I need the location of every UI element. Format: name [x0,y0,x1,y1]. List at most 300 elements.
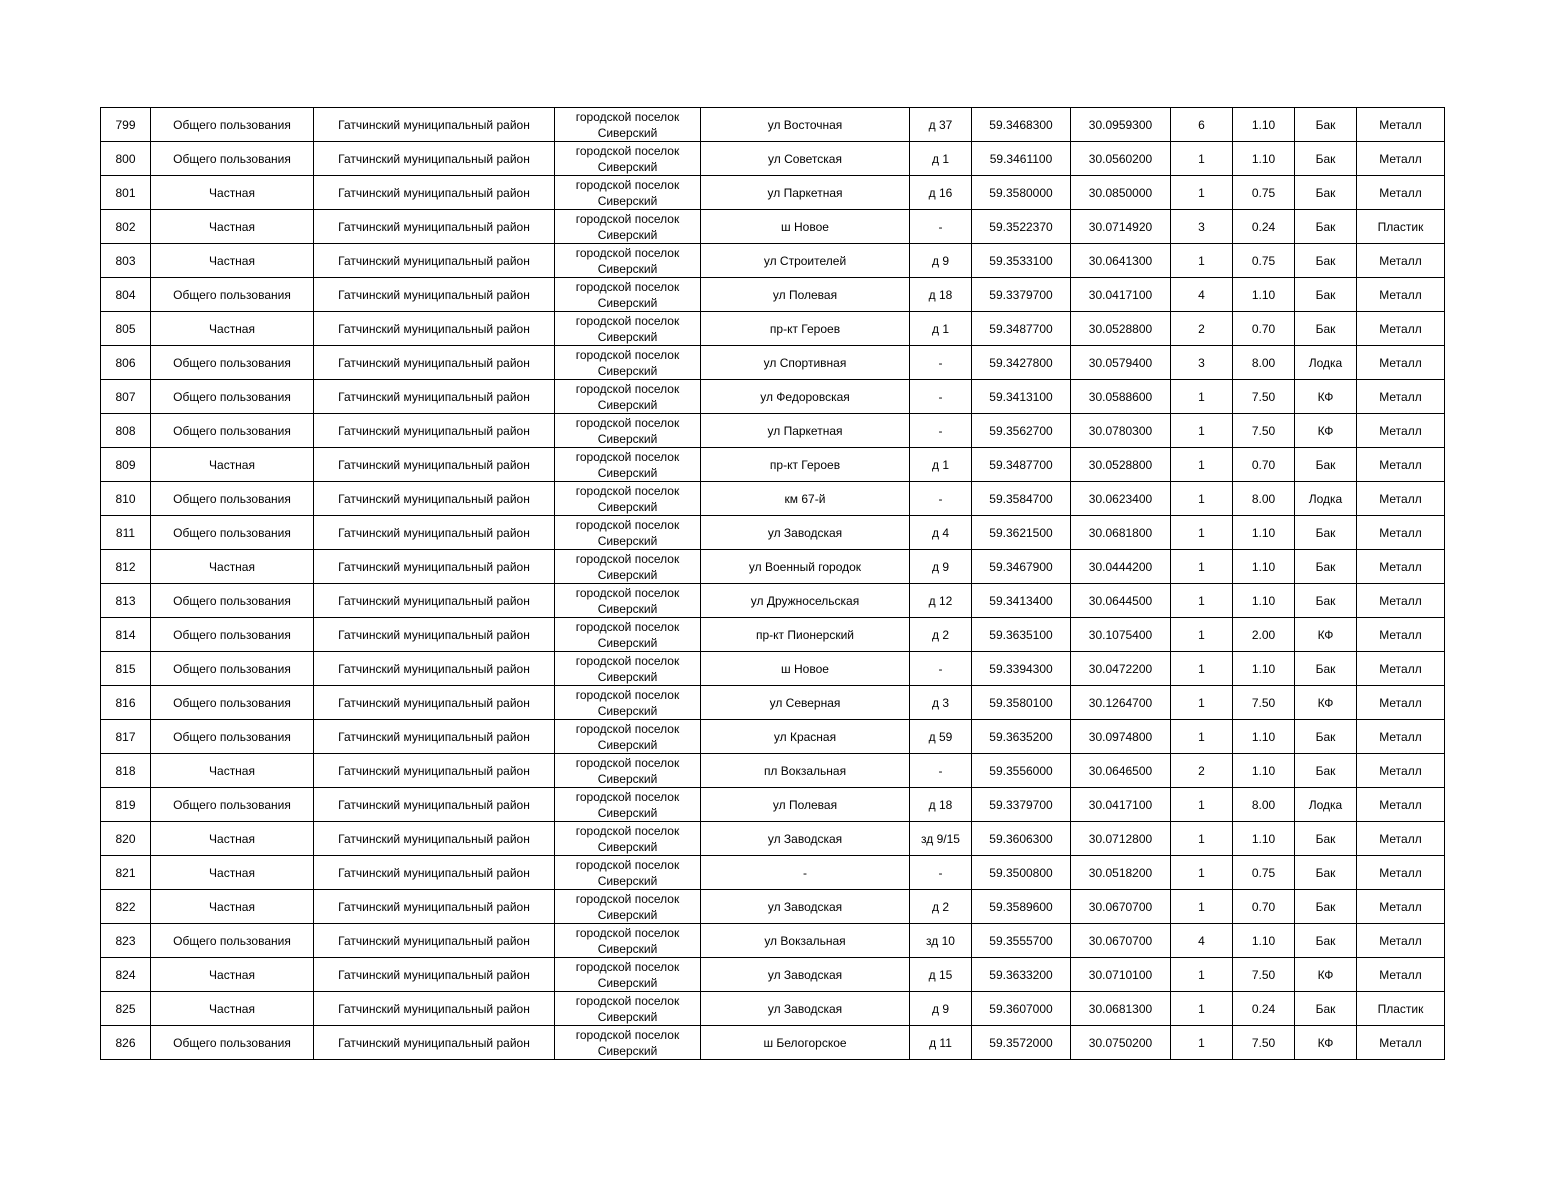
house-cell: д 18 [910,788,972,822]
house-cell: д 37 [910,108,972,142]
district-cell: Гатчинский муниципальный район [314,346,555,380]
ownership-cell: Общего пользования [151,1026,314,1060]
house-cell: - [910,482,972,516]
container-count-cell: 1 [1171,1026,1233,1060]
table-row [101,720,1445,754]
street-cell: км 67-й [701,482,910,516]
latitude-cell: 59.3379700 [972,788,1071,822]
row-number-cell: 808 [101,414,151,448]
row-number-cell: 818 [101,754,151,788]
street-cell: ул Строителей [701,244,910,278]
settlement-cell: городской поселок Сиверский [555,142,701,176]
container-count-cell: 1 [1171,890,1233,924]
district-cell: Гатчинский муниципальный район [314,754,555,788]
settlement-cell: городской поселок Сиверский [555,346,701,380]
row-number-cell: 823 [101,924,151,958]
row-number-cell: 811 [101,516,151,550]
latitude-cell: 59.3580000 [972,176,1071,210]
longitude-cell: 30.0560200 [1071,142,1171,176]
district-cell: Гатчинский муниципальный район [314,550,555,584]
container-type-cell: Лодка [1295,482,1357,516]
container-count-cell: 3 [1171,346,1233,380]
house-cell: д 1 [910,142,972,176]
longitude-cell: 30.0444200 [1071,550,1171,584]
house-cell: - [910,856,972,890]
longitude-cell: 30.0681800 [1071,516,1171,550]
latitude-cell: 59.3555700 [972,924,1071,958]
ownership-cell: Общего пользования [151,720,314,754]
longitude-cell: 30.0528800 [1071,448,1171,482]
material-cell: Металл [1357,244,1445,278]
house-cell: д 18 [910,278,972,312]
settlement-cell: городской поселок Сиверский [555,924,701,958]
settlement-cell: городской поселок Сиверский [555,176,701,210]
material-cell: Металл [1357,482,1445,516]
latitude-cell: 59.3487700 [972,448,1071,482]
latitude-cell: 59.3522370 [972,210,1071,244]
settlement-cell: городской поселок Сиверский [555,618,701,652]
volume-cell: 2.00 [1233,618,1295,652]
volume-cell: 0.75 [1233,176,1295,210]
container-type-cell: Бак [1295,720,1357,754]
longitude-cell: 30.0780300 [1071,414,1171,448]
longitude-cell: 30.0579400 [1071,346,1171,380]
latitude-cell: 59.3394300 [972,652,1071,686]
house-cell: д 15 [910,958,972,992]
ownership-cell: Частная [151,176,314,210]
container-count-cell: 1 [1171,686,1233,720]
row-number-cell: 805 [101,312,151,346]
longitude-cell: 30.0644500 [1071,584,1171,618]
container-count-cell: 1 [1171,482,1233,516]
district-cell: Гатчинский муниципальный район [314,924,555,958]
house-cell: д 16 [910,176,972,210]
house-cell: д 12 [910,584,972,618]
row-number-cell: 812 [101,550,151,584]
volume-cell: 7.50 [1233,686,1295,720]
volume-cell: 0.70 [1233,448,1295,482]
container-type-cell: КФ [1295,414,1357,448]
settlement-cell: городской поселок Сиверский [555,1026,701,1060]
latitude-cell: 59.3427800 [972,346,1071,380]
longitude-cell: 30.0417100 [1071,788,1171,822]
volume-cell: 0.75 [1233,244,1295,278]
material-cell: Металл [1357,584,1445,618]
settlement-cell: городской поселок Сиверский [555,856,701,890]
ownership-cell: Общего пользования [151,618,314,652]
table-row [101,278,1445,312]
volume-cell: 8.00 [1233,482,1295,516]
longitude-cell: 30.0681300 [1071,992,1171,1026]
table-row [101,788,1445,822]
table-row [101,958,1445,992]
volume-cell: 7.50 [1233,1026,1295,1060]
container-count-cell: 1 [1171,142,1233,176]
material-cell: Металл [1357,652,1445,686]
settlement-cell: городской поселок Сиверский [555,822,701,856]
ownership-cell: Частная [151,210,314,244]
house-cell: д 3 [910,686,972,720]
row-number-cell: 813 [101,584,151,618]
street-cell: ул Полевая [701,278,910,312]
latitude-cell: 59.3556000 [972,754,1071,788]
volume-cell: 0.70 [1233,312,1295,346]
table-row [101,142,1445,176]
container-count-cell: 1 [1171,550,1233,584]
material-cell: Металл [1357,788,1445,822]
district-cell: Гатчинский муниципальный район [314,516,555,550]
latitude-cell: 59.3379700 [972,278,1071,312]
latitude-cell: 59.3584700 [972,482,1071,516]
container-type-cell: Лодка [1295,346,1357,380]
material-cell: Металл [1357,550,1445,584]
district-cell: Гатчинский муниципальный район [314,312,555,346]
settlement-cell: городской поселок Сиверский [555,584,701,618]
house-cell: д 9 [910,992,972,1026]
container-count-cell: 2 [1171,754,1233,788]
volume-cell: 8.00 [1233,788,1295,822]
table-row [101,312,1445,346]
settlement-cell: городской поселок Сиверский [555,448,701,482]
house-cell: - [910,414,972,448]
ownership-cell: Частная [151,856,314,890]
settlement-cell: городской поселок Сиверский [555,788,701,822]
latitude-cell: 59.3635100 [972,618,1071,652]
row-number-cell: 800 [101,142,151,176]
district-cell: Гатчинский муниципальный район [314,278,555,312]
container-type-cell: КФ [1295,1026,1357,1060]
volume-cell: 1.10 [1233,584,1295,618]
ownership-cell: Общего пользования [151,380,314,414]
material-cell: Металл [1357,346,1445,380]
container-type-cell: Бак [1295,584,1357,618]
house-cell: д 4 [910,516,972,550]
material-cell: Металл [1357,822,1445,856]
row-number-cell: 801 [101,176,151,210]
district-cell: Гатчинский муниципальный район [314,686,555,720]
house-cell: д 1 [910,312,972,346]
house-cell: д 1 [910,448,972,482]
street-cell: ул Вокзальная [701,924,910,958]
volume-cell: 1.10 [1233,720,1295,754]
row-number-cell: 820 [101,822,151,856]
latitude-cell: 59.3572000 [972,1026,1071,1060]
table-row [101,380,1445,414]
table-row [101,992,1445,1026]
house-cell: - [910,210,972,244]
latitude-cell: 59.3533100 [972,244,1071,278]
settlement-cell: городской поселок Сиверский [555,278,701,312]
ownership-cell: Общего пользования [151,924,314,958]
latitude-cell: 59.3562700 [972,414,1071,448]
latitude-cell: 59.3468300 [972,108,1071,142]
latitude-cell: 59.3413400 [972,584,1071,618]
latitude-cell: 59.3461100 [972,142,1071,176]
row-number-cell: 821 [101,856,151,890]
settlement-cell: городской поселок Сиверский [555,516,701,550]
latitude-cell: 59.3413100 [972,380,1071,414]
table-row [101,244,1445,278]
settlement-cell: городской поселок Сиверский [555,550,701,584]
settlement-cell: городской поселок Сиверский [555,312,701,346]
street-cell: ул Восточная [701,108,910,142]
settlement-cell: городской поселок Сиверский [555,210,701,244]
district-cell: Гатчинский муниципальный район [314,108,555,142]
house-cell: - [910,346,972,380]
table-row [101,210,1445,244]
container-count-cell: 1 [1171,822,1233,856]
ownership-cell: Общего пользования [151,516,314,550]
container-type-cell: Бак [1295,992,1357,1026]
district-cell: Гатчинский муниципальный район [314,652,555,686]
ownership-cell: Частная [151,754,314,788]
material-cell: Металл [1357,108,1445,142]
longitude-cell: 30.0641300 [1071,244,1171,278]
street-cell: ш Белогорское [701,1026,910,1060]
street-cell: ул Федоровская [701,380,910,414]
container-count-cell: 6 [1171,108,1233,142]
container-count-cell: 1 [1171,584,1233,618]
container-count-cell: 1 [1171,856,1233,890]
volume-cell: 8.00 [1233,346,1295,380]
row-number-cell: 817 [101,720,151,754]
material-cell: Металл [1357,414,1445,448]
material-cell: Металл [1357,516,1445,550]
settlement-cell: городской поселок Сиверский [555,720,701,754]
material-cell: Металл [1357,924,1445,958]
street-cell: пр-кт Героев [701,448,910,482]
district-cell: Гатчинский муниципальный район [314,856,555,890]
container-type-cell: КФ [1295,958,1357,992]
latitude-cell: 59.3467900 [972,550,1071,584]
table-row [101,108,1445,142]
street-cell: ул Заводская [701,992,910,1026]
container-type-cell: Бак [1295,278,1357,312]
district-cell: Гатчинский муниципальный район [314,822,555,856]
container-type-cell: Бак [1295,244,1357,278]
longitude-cell: 30.1264700 [1071,686,1171,720]
container-count-cell: 1 [1171,958,1233,992]
volume-cell: 7.50 [1233,380,1295,414]
ownership-cell: Частная [151,992,314,1026]
container-count-cell: 3 [1171,210,1233,244]
street-cell: ул Полевая [701,788,910,822]
house-cell: д 2 [910,618,972,652]
district-cell: Гатчинский муниципальный район [314,584,555,618]
volume-cell: 0.70 [1233,890,1295,924]
material-cell: Пластик [1357,992,1445,1026]
volume-cell: 1.10 [1233,550,1295,584]
row-number-cell: 806 [101,346,151,380]
street-cell: ул Заводская [701,890,910,924]
row-number-cell: 824 [101,958,151,992]
container-type-cell: Бак [1295,516,1357,550]
container-count-cell: 1 [1171,414,1233,448]
material-cell: Металл [1357,176,1445,210]
longitude-cell: 30.0850000 [1071,176,1171,210]
house-cell: д 59 [910,720,972,754]
latitude-cell: 59.3589600 [972,890,1071,924]
street-cell: ул Военный городок [701,550,910,584]
longitude-cell: 30.0670700 [1071,924,1171,958]
house-cell: зд 10 [910,924,972,958]
volume-cell: 0.24 [1233,992,1295,1026]
row-number-cell: 815 [101,652,151,686]
longitude-cell: 30.0623400 [1071,482,1171,516]
container-type-cell: Бак [1295,822,1357,856]
volume-cell: 7.50 [1233,958,1295,992]
street-cell: пл Вокзальная [701,754,910,788]
table-row [101,550,1445,584]
material-cell: Металл [1357,278,1445,312]
ownership-cell: Общего пользования [151,142,314,176]
container-type-cell: Бак [1295,312,1357,346]
container-type-cell: Бак [1295,142,1357,176]
material-cell: Металл [1357,686,1445,720]
district-cell: Гатчинский муниципальный район [314,992,555,1026]
ownership-cell: Частная [151,822,314,856]
longitude-cell: 30.0750200 [1071,1026,1171,1060]
row-number-cell: 810 [101,482,151,516]
settlement-cell: городской поселок Сиверский [555,958,701,992]
district-cell: Гатчинский муниципальный район [314,176,555,210]
settlement-cell: городской поселок Сиверский [555,108,701,142]
latitude-cell: 59.3500800 [972,856,1071,890]
container-type-cell: Бак [1295,856,1357,890]
longitude-cell: 30.0959300 [1071,108,1171,142]
district-cell: Гатчинский муниципальный район [314,890,555,924]
container-count-cell: 1 [1171,380,1233,414]
district-cell: Гатчинский муниципальный район [314,210,555,244]
container-type-cell: КФ [1295,380,1357,414]
house-cell: - [910,652,972,686]
container-count-cell: 1 [1171,244,1233,278]
settlement-cell: городской поселок Сиверский [555,890,701,924]
table-row [101,1026,1445,1060]
container-type-cell: Бак [1295,550,1357,584]
latitude-cell: 59.3580100 [972,686,1071,720]
table-row [101,414,1445,448]
street-cell: ул Заводская [701,516,910,550]
container-type-cell: Бак [1295,754,1357,788]
table-row [101,686,1445,720]
settlement-cell: городской поселок Сиверский [555,380,701,414]
latitude-cell: 59.3487700 [972,312,1071,346]
street-cell: ш Новое [701,652,910,686]
table-row [101,856,1445,890]
latitude-cell: 59.3607000 [972,992,1071,1026]
volume-cell: 1.10 [1233,142,1295,176]
container-count-cell: 1 [1171,176,1233,210]
material-cell: Металл [1357,448,1445,482]
volume-cell: 1.10 [1233,822,1295,856]
container-count-cell: 2 [1171,312,1233,346]
longitude-cell: 30.0472200 [1071,652,1171,686]
row-number-cell: 803 [101,244,151,278]
row-number-cell: 804 [101,278,151,312]
house-cell: д 11 [910,1026,972,1060]
table-row [101,346,1445,380]
row-number-cell: 799 [101,108,151,142]
longitude-cell: 30.0588600 [1071,380,1171,414]
container-count-cell: 1 [1171,652,1233,686]
container-type-cell: КФ [1295,686,1357,720]
longitude-cell: 30.0646500 [1071,754,1171,788]
ownership-cell: Общего пользования [151,482,314,516]
container-type-cell: КФ [1295,618,1357,652]
latitude-cell: 59.3635200 [972,720,1071,754]
longitude-cell: 30.0710100 [1071,958,1171,992]
house-cell: д 2 [910,890,972,924]
container-type-cell: Бак [1295,924,1357,958]
volume-cell: 1.10 [1233,278,1295,312]
material-cell: Металл [1357,856,1445,890]
street-cell: ул Спортивная [701,346,910,380]
data-table [100,107,1445,1060]
ownership-cell: Частная [151,448,314,482]
container-type-cell: Бак [1295,890,1357,924]
house-cell: д 9 [910,244,972,278]
container-count-cell: 4 [1171,278,1233,312]
ownership-cell: Частная [151,550,314,584]
district-cell: Гатчинский муниципальный район [314,958,555,992]
longitude-cell: 30.0518200 [1071,856,1171,890]
ownership-cell: Общего пользования [151,788,314,822]
ownership-cell: Общего пользования [151,652,314,686]
volume-cell: 1.10 [1233,652,1295,686]
ownership-cell: Общего пользования [151,686,314,720]
material-cell: Металл [1357,380,1445,414]
table-row [101,890,1445,924]
settlement-cell: городской поселок Сиверский [555,244,701,278]
street-cell: ул Дружносельская [701,584,910,618]
table-row [101,482,1445,516]
street-cell: ул Северная [701,686,910,720]
container-type-cell: Бак [1295,210,1357,244]
street-cell: ш Новое [701,210,910,244]
material-cell: Пластик [1357,210,1445,244]
street-cell: ул Красная [701,720,910,754]
material-cell: Металл [1357,720,1445,754]
district-cell: Гатчинский муниципальный район [314,618,555,652]
street-cell: пр-кт Пионерский [701,618,910,652]
row-number-cell: 802 [101,210,151,244]
material-cell: Металл [1357,754,1445,788]
volume-cell: 1.10 [1233,516,1295,550]
container-count-cell: 1 [1171,448,1233,482]
ownership-cell: Частная [151,890,314,924]
row-number-cell: 816 [101,686,151,720]
table-row [101,924,1445,958]
container-type-cell: Бак [1295,108,1357,142]
settlement-cell: городской поселок Сиверский [555,686,701,720]
container-count-cell: 4 [1171,924,1233,958]
material-cell: Металл [1357,312,1445,346]
ownership-cell: Частная [151,312,314,346]
district-cell: Гатчинский муниципальный район [314,414,555,448]
container-count-cell: 1 [1171,788,1233,822]
volume-cell: 1.10 [1233,754,1295,788]
table-row [101,618,1445,652]
settlement-cell: городской поселок Сиверский [555,482,701,516]
house-cell: д 9 [910,550,972,584]
row-number-cell: 809 [101,448,151,482]
volume-cell: 0.24 [1233,210,1295,244]
container-count-cell: 1 [1171,516,1233,550]
row-number-cell: 822 [101,890,151,924]
longitude-cell: 30.0670700 [1071,890,1171,924]
material-cell: Металл [1357,890,1445,924]
